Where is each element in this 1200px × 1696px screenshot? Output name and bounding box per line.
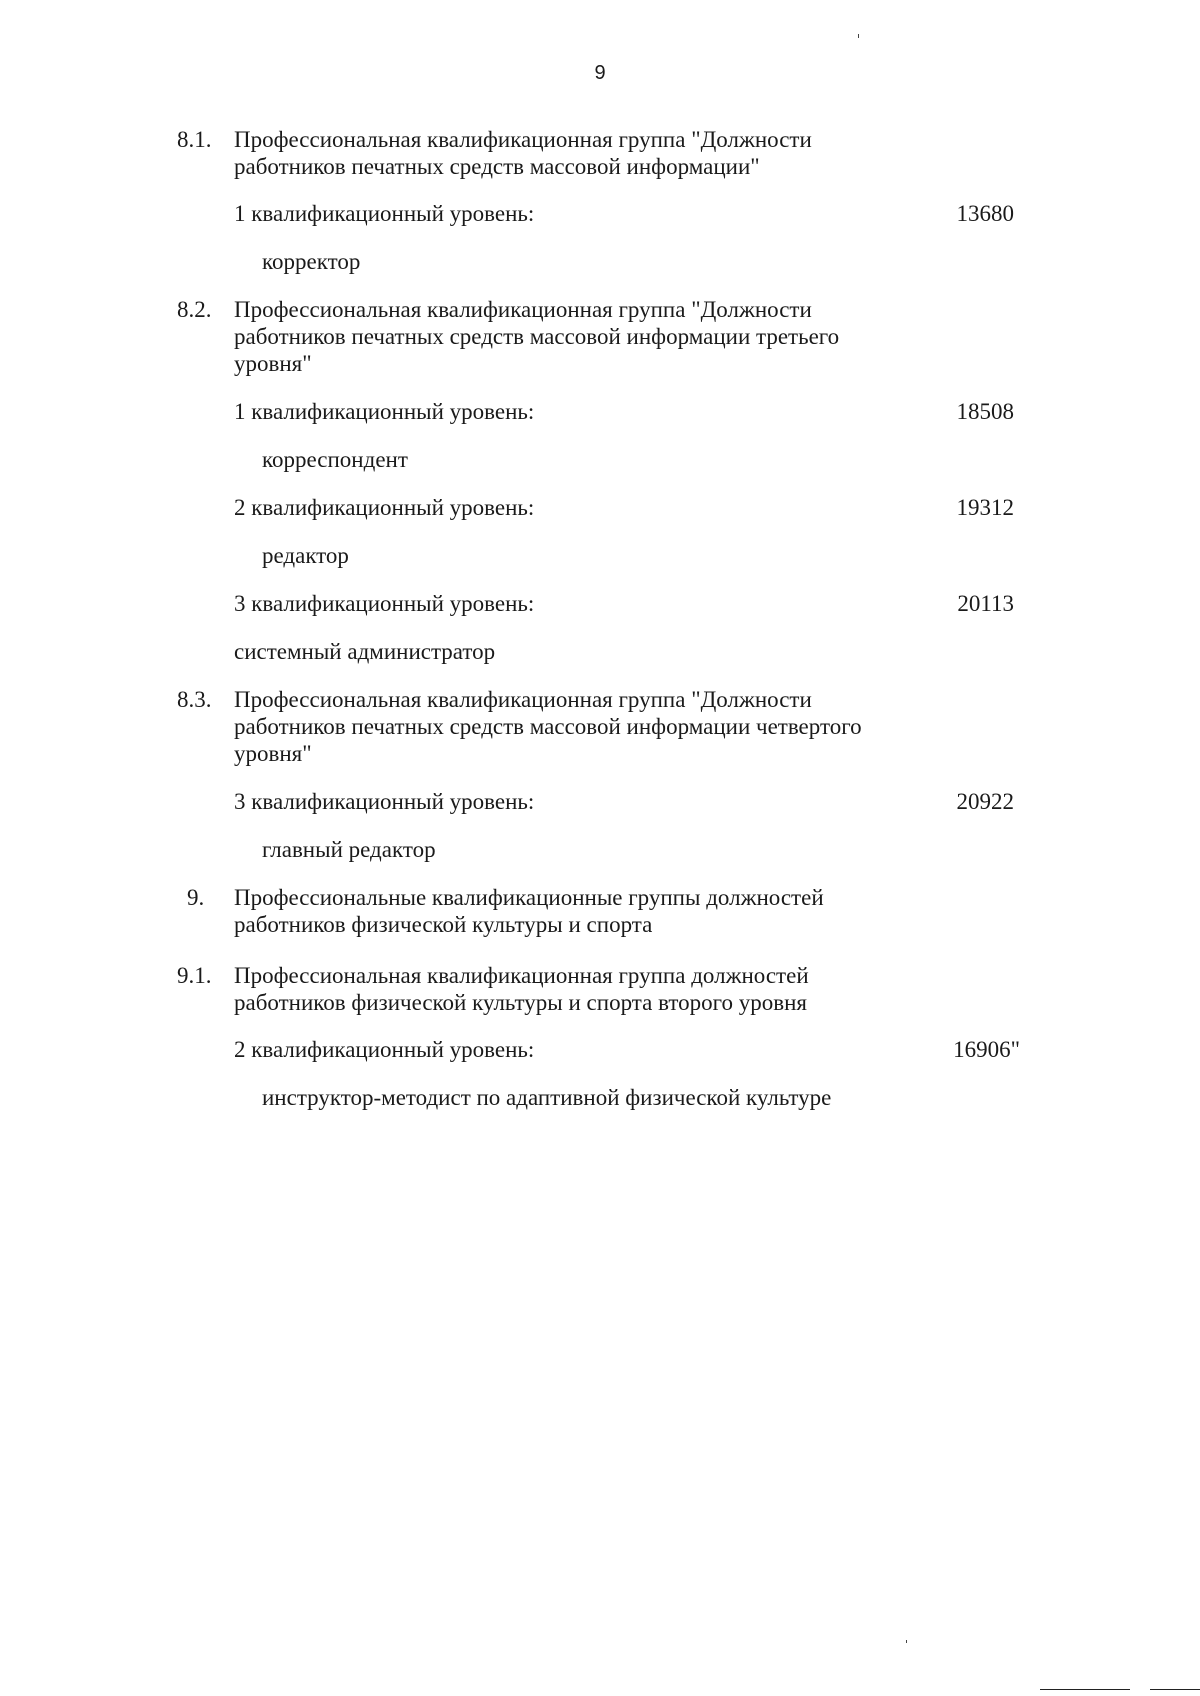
level-row xyxy=(0,590,1200,620)
level-label: 3 квалификационный уровень: xyxy=(234,591,535,616)
level-label: 1 квалификационный уровень: xyxy=(234,201,535,226)
section-number: 9. xyxy=(187,885,205,910)
section-title: Профессиональные квалификационные группы должностей работников физической культуры и спорта xyxy=(234,885,824,937)
position-name: корреспондент xyxy=(262,447,408,472)
salary-amount: 20922 xyxy=(956,789,1014,814)
salary-amount: 13680 xyxy=(956,201,1014,226)
section-9 xyxy=(0,884,1200,944)
position-name: инструктор-методист по адаптивной физической культуре xyxy=(262,1085,832,1110)
position-row xyxy=(0,542,1200,572)
section-8-2 xyxy=(0,296,1200,380)
section-title: Профессиональная квалификационная группа должностей работников физической культуры и спорта второго уровня xyxy=(234,963,809,1015)
scan-edge-line xyxy=(1150,1689,1200,1690)
level-row xyxy=(0,494,1200,524)
level-row xyxy=(0,398,1200,428)
level-label: 3 квалификационный уровень: xyxy=(234,789,535,814)
section-title: Профессиональная квалификационная группа "Должности работников печатных средств массовой информации" xyxy=(234,127,812,179)
level-row xyxy=(0,1036,1200,1066)
position-name: системный администратор xyxy=(234,639,496,664)
level-row xyxy=(0,200,1200,230)
section-number: 8.2. xyxy=(177,297,212,322)
section-title: Профессиональная квалификационная группа "Должности работников печатных средств массовой информации третьего уровня" xyxy=(234,297,840,376)
position-name: корректор xyxy=(262,249,361,274)
section-8-3 xyxy=(0,686,1200,770)
level-label: 1 квалификационный уровень: xyxy=(234,399,535,424)
section-9-1 xyxy=(0,962,1200,1022)
scan-edge-line xyxy=(1040,1689,1130,1690)
position-row xyxy=(0,638,1200,668)
scan-speck xyxy=(858,34,859,38)
level-label: 2 квалификационный уровень: xyxy=(234,495,535,520)
position-row xyxy=(0,446,1200,476)
section-number: 8.1. xyxy=(177,127,212,152)
page-number: 9 xyxy=(594,62,606,84)
section-8-1 xyxy=(0,126,1200,186)
salary-amount: 19312 xyxy=(956,495,1014,520)
section-title: Профессиональная квалификационная группа "Должности работников печатных средств массовой информации четвертого уровня" xyxy=(234,687,862,766)
salary-amount: 16906" xyxy=(953,1037,1020,1062)
section-number: 8.3. xyxy=(177,687,212,712)
level-label: 2 квалификационный уровень: xyxy=(234,1037,535,1062)
salary-amount: 18508 xyxy=(956,399,1014,424)
section-number: 9.1. xyxy=(177,963,212,988)
salary-amount: 20113 xyxy=(957,591,1014,616)
position-row xyxy=(0,836,1200,866)
scan-speck xyxy=(906,1640,907,1643)
position-row xyxy=(0,248,1200,278)
position-name: главный редактор xyxy=(262,837,436,862)
level-row xyxy=(0,788,1200,818)
position-name: редактор xyxy=(262,543,349,568)
position-row xyxy=(0,1084,1200,1114)
